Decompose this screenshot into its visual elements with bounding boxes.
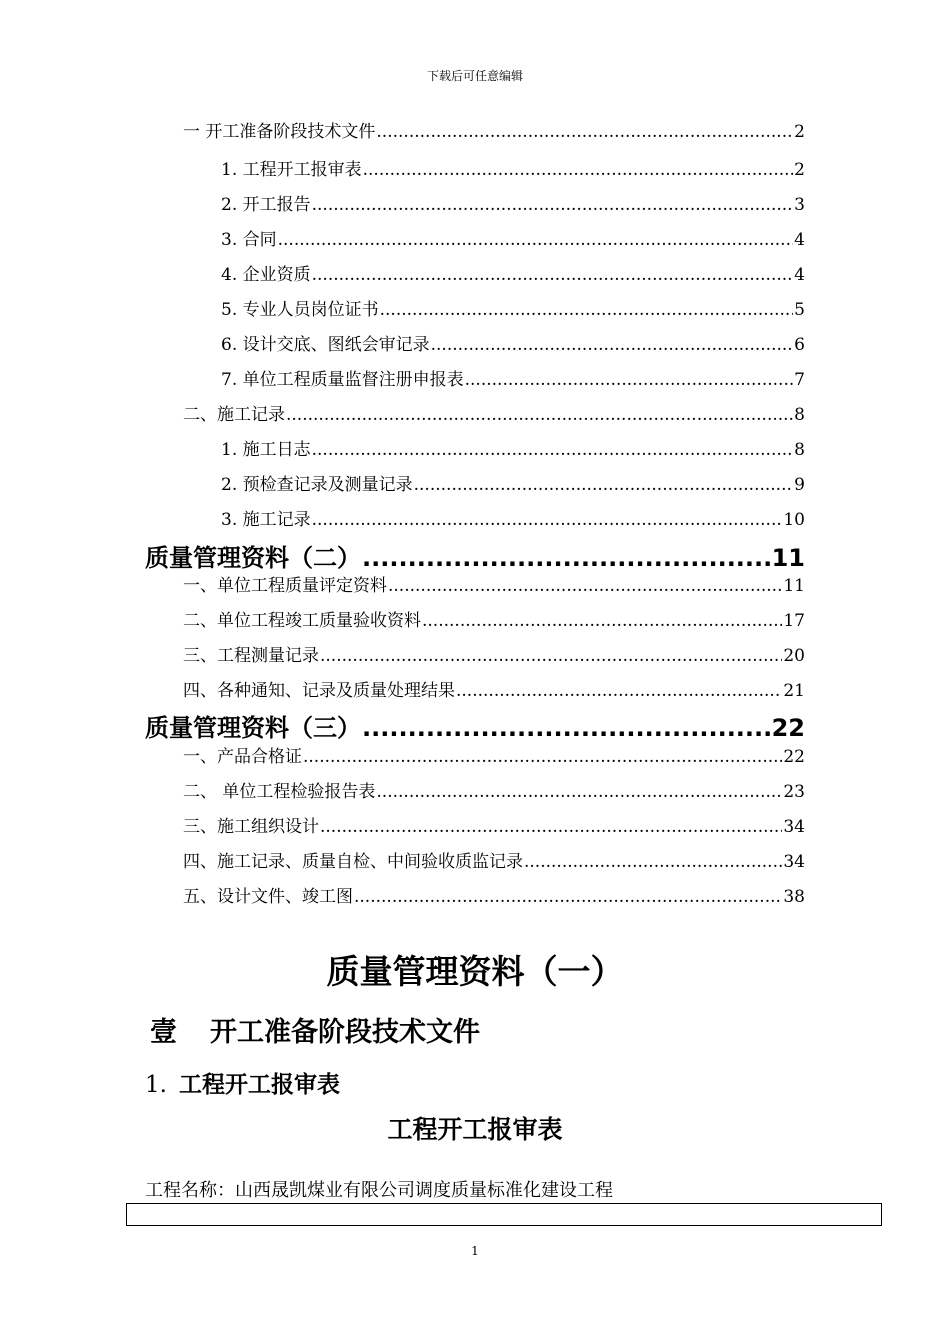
toc-leader xyxy=(312,440,794,460)
toc-entry-page: 8 xyxy=(794,405,805,425)
toc-leader xyxy=(320,646,782,666)
page-number: 1 xyxy=(471,1244,479,1258)
toc-leader xyxy=(286,405,793,425)
toc-entry-label: 2. 预检查记录及测量记录 xyxy=(221,475,413,495)
toc-heading-entry[interactable] xyxy=(145,708,805,743)
toc-entry-page: 20 xyxy=(783,646,805,666)
toc-entry-page: 2 xyxy=(794,122,805,142)
item-number: 1. xyxy=(145,1072,167,1098)
toc-entry-label: 二、 单位工程检验报告表 xyxy=(183,782,376,802)
toc-entry[interactable] xyxy=(221,295,805,320)
toc-entry-page: 9 xyxy=(794,475,805,495)
toc-entry-label: 四、施工记录、质量自检、中间验收质监记录 xyxy=(183,852,523,872)
toc-leader xyxy=(376,782,782,802)
section-title: 质量管理资料（一） xyxy=(326,952,624,991)
toc-leader xyxy=(414,475,794,495)
toc-entry[interactable] xyxy=(183,742,805,767)
toc-leader xyxy=(312,195,794,215)
subsection-number: 壹 xyxy=(150,1017,177,1048)
toc-entry-page: 7 xyxy=(794,370,805,390)
toc-entry[interactable] xyxy=(221,470,805,495)
project-name: 工程名称：山西晟凯煤业有限公司调度质量标准化建设工程 xyxy=(145,1180,613,1201)
toc-entry-label: 二、单位工程竣工质量验收资料 xyxy=(183,611,421,631)
toc-entry-page: 34 xyxy=(783,852,805,872)
toc-leader xyxy=(431,335,794,355)
toc-leader xyxy=(380,300,794,320)
toc-entry[interactable] xyxy=(221,365,805,390)
toc-leader xyxy=(363,160,794,180)
toc-entry-label: 三、工程测量记录 xyxy=(183,646,319,666)
toc-entry-label: 5. 专业人员岗位证书 xyxy=(221,300,379,320)
toc-leader xyxy=(376,122,793,142)
toc-entry-page: 22 xyxy=(771,714,805,742)
toc-entry-page: 11 xyxy=(783,576,805,596)
toc-entry[interactable] xyxy=(183,847,805,872)
toc-leader xyxy=(312,265,794,285)
toc-entry-label: 四、各种通知、记录及质量处理结果 xyxy=(183,681,455,701)
toc-leader xyxy=(278,230,794,250)
toc-entry-label: 1. 工程开工报审表 xyxy=(221,160,362,180)
toc-entry[interactable] xyxy=(221,330,805,355)
toc-entry[interactable] xyxy=(221,225,805,250)
toc-entry-page: 5 xyxy=(794,300,805,320)
toc-entry-label: 质量管理资料（二） xyxy=(145,544,361,572)
page-header-note: 下载后可任意编辑 xyxy=(426,69,523,83)
toc-entry-page: 10 xyxy=(783,510,805,530)
item-heading xyxy=(145,1066,340,1099)
toc-leader xyxy=(312,510,783,530)
toc-entry[interactable] xyxy=(221,435,805,460)
toc-leader xyxy=(303,747,782,767)
toc-entry-page: 6 xyxy=(794,335,805,355)
toc-entry-label: 3. 合同 xyxy=(221,230,277,250)
toc-entry-label: 质量管理资料（三） xyxy=(145,714,361,742)
toc-entry-label: 一、单位工程质量评定资料 xyxy=(183,576,387,596)
toc-leader xyxy=(362,714,771,742)
toc-leader xyxy=(422,611,782,631)
toc-entry[interactable] xyxy=(221,505,805,530)
toc-entry[interactable] xyxy=(183,606,805,631)
toc-entry-page: 21 xyxy=(783,681,805,701)
toc-entry-page: 22 xyxy=(783,747,805,767)
toc-heading-entry[interactable] xyxy=(145,538,805,573)
toc-entry[interactable] xyxy=(183,676,805,701)
toc-leader xyxy=(524,852,782,872)
toc-entry[interactable] xyxy=(183,571,805,596)
toc-entry-label: 7. 单位工程质量监督注册申报表 xyxy=(221,370,464,390)
toc-entry-label: 三、施工组织设计 xyxy=(183,817,319,837)
toc-entry[interactable] xyxy=(183,117,805,142)
toc-entry-label: 3. 施工记录 xyxy=(221,510,311,530)
toc-entry[interactable] xyxy=(221,190,805,215)
toc-entry-label: 二、施工记录 xyxy=(183,405,285,425)
toc-entry-page: 17 xyxy=(783,611,805,631)
toc-leader xyxy=(388,576,782,596)
toc-entry[interactable] xyxy=(183,812,805,837)
toc-leader xyxy=(362,544,771,572)
toc-entry-page: 4 xyxy=(794,230,805,250)
toc-entry-label: 6. 设计交底、图纸会审记录 xyxy=(221,335,430,355)
toc-entry[interactable] xyxy=(183,777,805,802)
toc-entry-page: 11 xyxy=(771,544,805,572)
toc-entry[interactable] xyxy=(183,641,805,666)
toc-entry[interactable] xyxy=(221,155,805,180)
toc-entry-page: 2 xyxy=(794,160,805,180)
toc-entry-page: 4 xyxy=(794,265,805,285)
toc-entry[interactable] xyxy=(221,260,805,285)
toc-entry[interactable] xyxy=(183,400,805,425)
toc-entry-label: 一 开工准备阶段技术文件 xyxy=(183,122,376,142)
toc-leader xyxy=(354,887,782,907)
item-title: 工程开工报审表 xyxy=(178,1072,340,1098)
toc-entry-page: 3 xyxy=(794,195,805,215)
subsection-title: 开工准备阶段技术文件 xyxy=(210,1017,480,1048)
toc-leader xyxy=(320,817,782,837)
toc-entry-page: 23 xyxy=(783,782,805,802)
toc-leader xyxy=(456,681,782,701)
toc-entry-page: 8 xyxy=(794,440,805,460)
toc-entry-label: 五、设计文件、竣工图 xyxy=(183,887,353,907)
form-table xyxy=(126,1203,882,1226)
form-title: 工程开工报审表 xyxy=(387,1115,563,1144)
toc-leader xyxy=(465,370,794,390)
toc-entry-page: 34 xyxy=(783,817,805,837)
toc-entry-page: 38 xyxy=(783,887,805,907)
toc-entry-label: 1. 施工日志 xyxy=(221,440,311,460)
toc-entry-label: 4. 企业资质 xyxy=(221,265,311,285)
toc-entry-label: 2. 开工报告 xyxy=(221,195,311,215)
toc-entry[interactable] xyxy=(183,882,805,907)
subsection-heading xyxy=(150,1010,480,1049)
toc-entry-label: 一、产品合格证 xyxy=(183,747,302,767)
